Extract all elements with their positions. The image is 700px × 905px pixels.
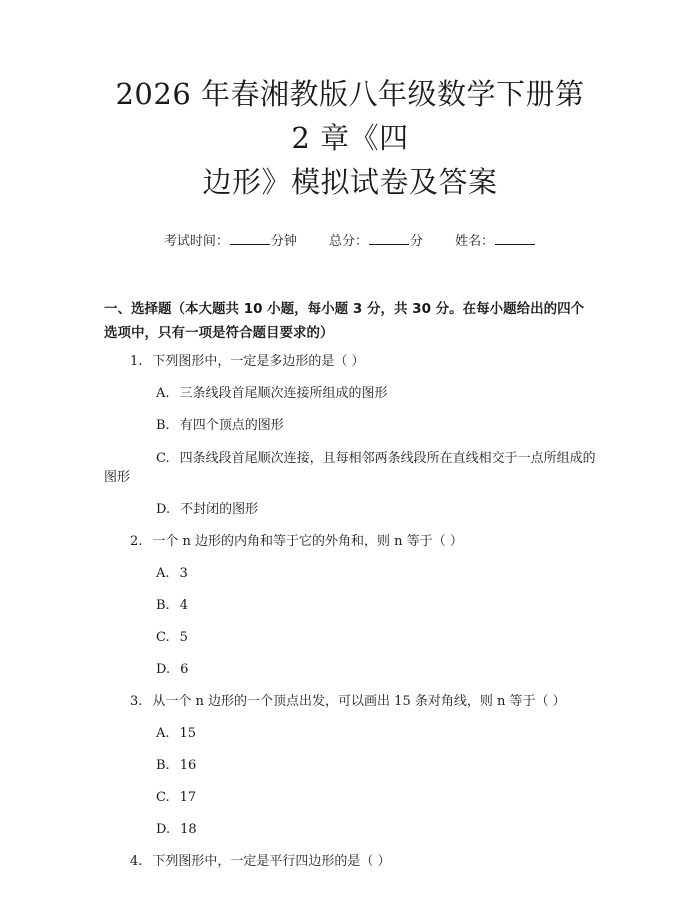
option-d[interactable] [104, 501, 596, 519]
question-3 [104, 693, 596, 839]
exam-time-field [164, 232, 297, 251]
score-unit: 分 [410, 234, 424, 249]
option-letter: D. [156, 822, 171, 837]
question-number: 1. [130, 354, 143, 369]
option-d[interactable] [104, 661, 596, 679]
option-letter: D. [156, 502, 171, 517]
time-unit: 分钟 [270, 234, 297, 249]
question-text: 一个 n 边形的内角和等于它的外角和，则 n 等于（ ） [152, 534, 463, 549]
option-b[interactable] [104, 757, 596, 775]
name-label: 姓名： [455, 234, 495, 249]
option-b[interactable] [104, 597, 596, 615]
option-c[interactable] [104, 449, 596, 487]
option-letter: C. [156, 630, 170, 645]
time-blank[interactable] [230, 232, 270, 245]
option-text: 4 [179, 598, 188, 613]
question-stem [104, 693, 596, 711]
option-text: 四条线段首尾顺次连接，且每相邻两条线段所在直线相交于一点所组成的图形 [104, 451, 596, 485]
option-text: 有四个顶点的图形 [179, 418, 284, 433]
option-letter: B. [156, 758, 170, 773]
option-text: 5 [179, 630, 188, 645]
option-text: 6 [180, 662, 189, 677]
score-blank[interactable] [369, 232, 409, 245]
question-number: 4. [130, 854, 143, 869]
option-text: 3 [179, 566, 188, 581]
option-letter: A. [156, 386, 170, 401]
title-line-2: 边形》模拟试卷及答案 [202, 165, 498, 199]
title-line-1: 2026 年春湘教版八年级数学下册第 2 章《四 [115, 77, 585, 155]
question-stem [104, 853, 596, 871]
exam-meta [104, 232, 596, 251]
score-label: 总分： [328, 234, 368, 249]
option-text: 17 [179, 790, 197, 805]
option-d[interactable] [104, 821, 596, 839]
question-number: 3. [130, 694, 143, 709]
question-number: 2. [130, 534, 143, 549]
option-text: 16 [179, 758, 197, 773]
question-text: 从一个 n 边形的一个顶点出发，可以画出 15 条对角线，则 n 等于（ ） [152, 694, 566, 709]
total-score-field [329, 232, 423, 251]
option-letter: B. [156, 418, 170, 433]
option-letter: C. [156, 451, 170, 466]
option-letter: C. [156, 790, 170, 805]
question-stem [104, 353, 596, 371]
question-4 [104, 853, 596, 871]
option-a[interactable] [104, 725, 596, 743]
option-letter: B. [156, 598, 170, 613]
name-field [455, 232, 536, 251]
option-letter: A. [156, 566, 170, 581]
option-text: 不封闭的图形 [180, 502, 259, 517]
option-a[interactable] [104, 385, 596, 403]
option-b[interactable] [104, 417, 596, 435]
time-label: 考试时间： [163, 234, 229, 249]
option-text: 15 [179, 726, 197, 741]
section-heading: 一、选择题（本大题共 10 小题，每小题 3 分，共 30 分。在每小题给出的四个选项中，只有一项是符合题目要求的） [104, 301, 585, 341]
option-text: 18 [180, 822, 197, 837]
page-title [104, 0, 596, 204]
option-c[interactable] [104, 629, 596, 647]
question-2 [104, 533, 596, 679]
option-a[interactable] [104, 565, 596, 583]
option-letter: D. [156, 662, 171, 677]
option-letter: A. [156, 726, 170, 741]
question-1 [104, 353, 596, 519]
question-text: 下列图形中，一定是平行四边形的是（ ） [152, 854, 391, 869]
option-c[interactable] [104, 789, 596, 807]
name-blank[interactable] [495, 232, 535, 245]
question-text: 下列图形中，一定是多边形的是（ ） [152, 354, 365, 369]
option-text: 三条线段首尾顺次连接所组成的图形 [179, 386, 388, 401]
question-stem [104, 533, 596, 551]
